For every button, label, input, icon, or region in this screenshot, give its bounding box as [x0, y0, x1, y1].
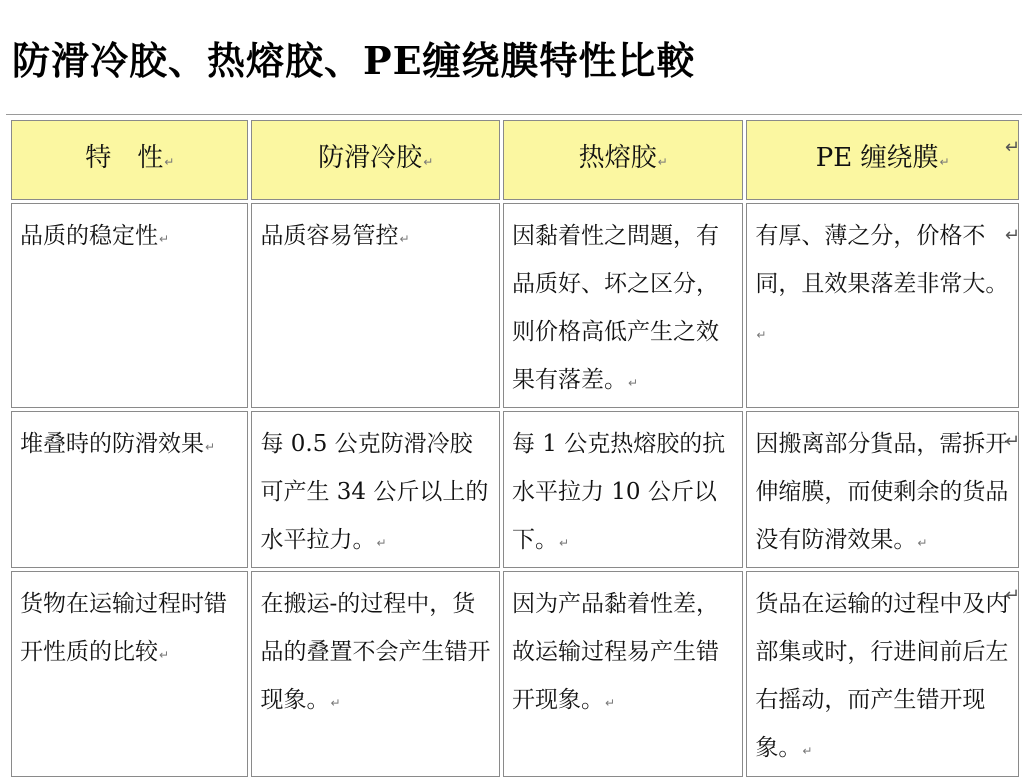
table-row [11, 411, 1019, 568]
cell-hot-melt: 因黏着性之問題，有品质好、坏之区分，则价格高低产生之效果有落差。↵ [503, 203, 743, 408]
cell-pe-film: 有厚、薄之分，价格不同，且效果落差非常大。↵ [746, 203, 1019, 408]
header-hot-melt: 热熔胶↵ [503, 120, 743, 200]
header-cold-glue: 防滑冷胶↵ [251, 120, 499, 200]
cell-hot-melt: 因为产品黏着性差，故运输过程易产生错开现象。↵ [503, 571, 743, 777]
cell-pe-film: 货品在运输的过程中及内部集或时，行进间前后左右摇动，而产生错开现象。↵ [746, 571, 1019, 777]
paragraph-mark-icon: ↵ [1004, 137, 1020, 158]
cell-hot-melt: 每 1 公克热熔胶的抗水平拉力 10 公斤以下。↵ [503, 411, 743, 568]
header-feature: 特 性↵ [11, 120, 248, 200]
paragraph-mark-icon: ↵ [1004, 431, 1020, 452]
cell-cold-glue: 每 0.5 公克防滑冷胶可产生 34 公斤以上的水平拉力。↵ [251, 411, 499, 568]
cell-cold-glue: 在搬运-的过程中，货品的叠置不会产生错开现象。↵ [251, 571, 499, 777]
cell-pe-film: 因搬离部分貨品，需拆开伸缩膜，而使剩余的货品没有防滑效果。↵ [746, 411, 1019, 568]
cell-feature: 品质的稳定性↵ [11, 203, 248, 408]
header-pe-film: PE 缠绕膜↵ [746, 120, 1019, 200]
paragraph-mark-icon: ↵ [1004, 585, 1020, 606]
cell-cold-glue: 品质容易管控↵ [251, 203, 499, 408]
table-row [11, 203, 1019, 408]
comparison-table [8, 117, 1022, 780]
slide-title: 防滑冷胶、热熔胶、PE缠绕膜特性比較 [12, 38, 696, 83]
table-row [11, 571, 1019, 777]
comparison-table-container [6, 114, 1022, 775]
cell-feature: 货物在运输过程时错开性质的比较↵ [11, 571, 248, 777]
paragraph-mark-icon: ↵ [1004, 225, 1020, 246]
table-header-row [11, 120, 1019, 200]
cell-feature: 堆叠時的防滑效果↵ [11, 411, 248, 568]
